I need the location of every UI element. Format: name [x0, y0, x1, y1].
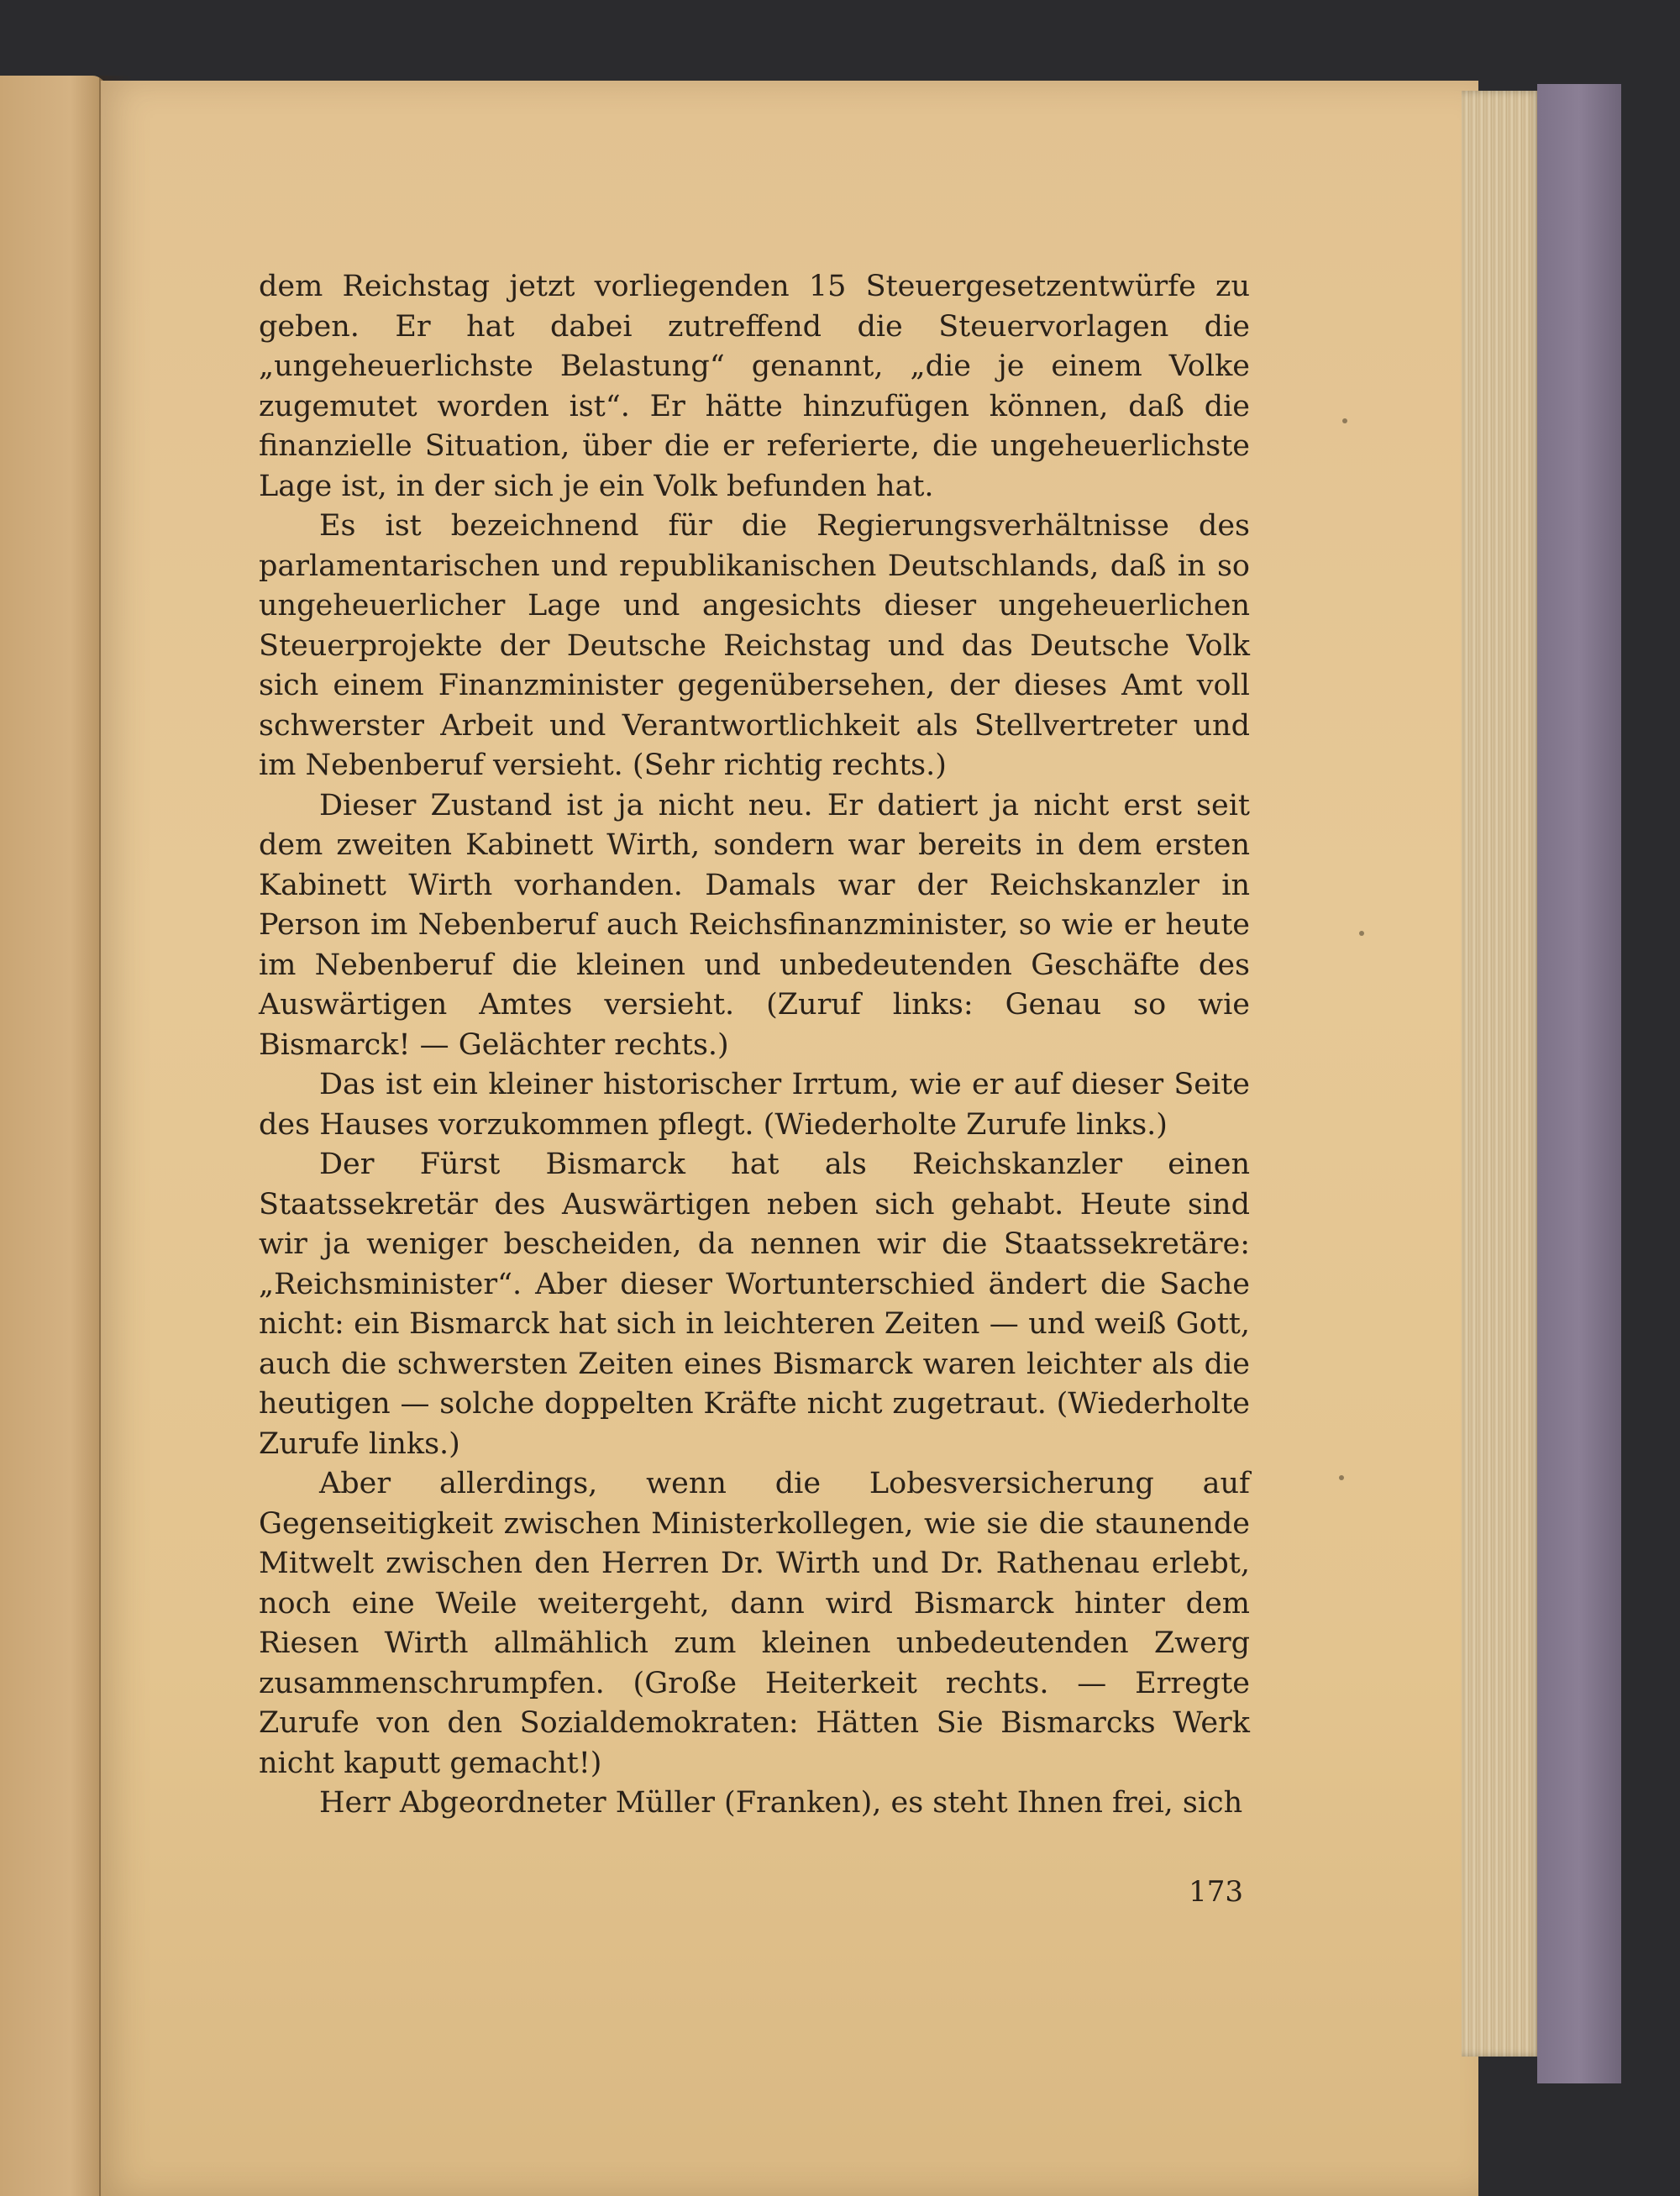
book-cover-edge: [1537, 84, 1621, 2083]
paragraph: dem Reichstag jetzt vorliegenden 15 Steuergesetzentwürfe zu geben. Er hat dabei zutreffend die Steuervorlagen die „ungeheuerlichste Belastung“ genannt, „die je einem Volke zugemutet worden ist“. Er hätte hinzufügen können, daß die finanzielle Situation, über die er referierte, die ungeheuerlichste Lage ist, in der sich je ein Volk befunden hat.: [259, 270, 1250, 503]
paragraph: Dieser Zustand ist ja nicht neu. Er datiert ja nicht erst seit dem zweiten Kabinett Wirth, sondern war bereits in dem ersten Kabinett Wirth vorhanden. Damals war der Reichskanzler in Person im Nebenberuf auch Reichsfinanzminister, so wie er heute im Nebenberuf die kleinen und unbedeutenden Geschäfte des Auswärtigen Amtes versieht. (Zuruf links: Genau so wie Bismarck! — Gelächter rechts.): [259, 788, 1250, 1062]
paragraph: Herr Abgeordneter Müller (Franken), es steht Ihnen frei, sich: [319, 1786, 1243, 1820]
paragraph: Der Fürst Bismarck hat als Reichskanzler einen Staatssekretär des Auswärtigen neben sich gehabt. Heute sind wir ja weniger bescheiden, da nennen wir die Staatssekretäre: „Reichsminister“. Aber dieser Wortunterschied ändert die Sache nicht: ein Bismarck hat sich in leichteren Zeiten — und weiß Gott, auch die schwersten Zeiten eines Bismarck waren leichter als die heutigen — solche doppelten Kräfte nicht zugetraut. (Wiederholte Zurufe links.): [259, 1148, 1250, 1461]
paper-speck: [1339, 1475, 1344, 1480]
paragraph: Es ist bezeichnend für die Regierungsverhältnisse des parlamentarischen und republikanischen Deutschlands, daß in so ungeheuerlicher Lage und angesichts dieser ungeheuerlichen Steuerprojekte der Deutsche Reichstag und das Deutsche Volk sich einem Finanzminister gegenübersehen, der dieses Amt voll schwerster Arbeit und Verantwortlichkeit als Stellvertreter und im Nebenberuf versieht. (Sehr richtig rechts.): [259, 509, 1250, 782]
body-text: [259, 267, 1250, 1824]
paragraph: Das ist ein kleiner historischer Irrtum, wie er auf dieser Seite des Hauses vorzukommen pflegt. (Wiederholte Zurufe links.): [259, 1068, 1250, 1142]
paragraph: Aber allerdings, wenn die Lobesversicherung auf Gegenseitigkeit zwischen Ministerkollegen, wie sie die staunende Mitwelt zwischen den Herren Dr. Wirth und Dr. Rathenau erlebt, noch eine Weile weitergeht, dann wird Bismarck hinter dem Riesen Wirth allmählich zum kleinen unbedeutenden Zwerg zusammenschrumpfen. (Große Heiterkeit rechts. — Erregte Zurufe von den Sozialdemokraten: Hätten Sie Bismarcks Werk nicht kaputt gemacht!): [259, 1467, 1250, 1780]
page-stack-edges: [1462, 91, 1541, 2057]
page-number: 173: [1189, 1875, 1243, 1909]
paper-speck: [1359, 931, 1364, 936]
paper-speck: [1342, 418, 1347, 423]
